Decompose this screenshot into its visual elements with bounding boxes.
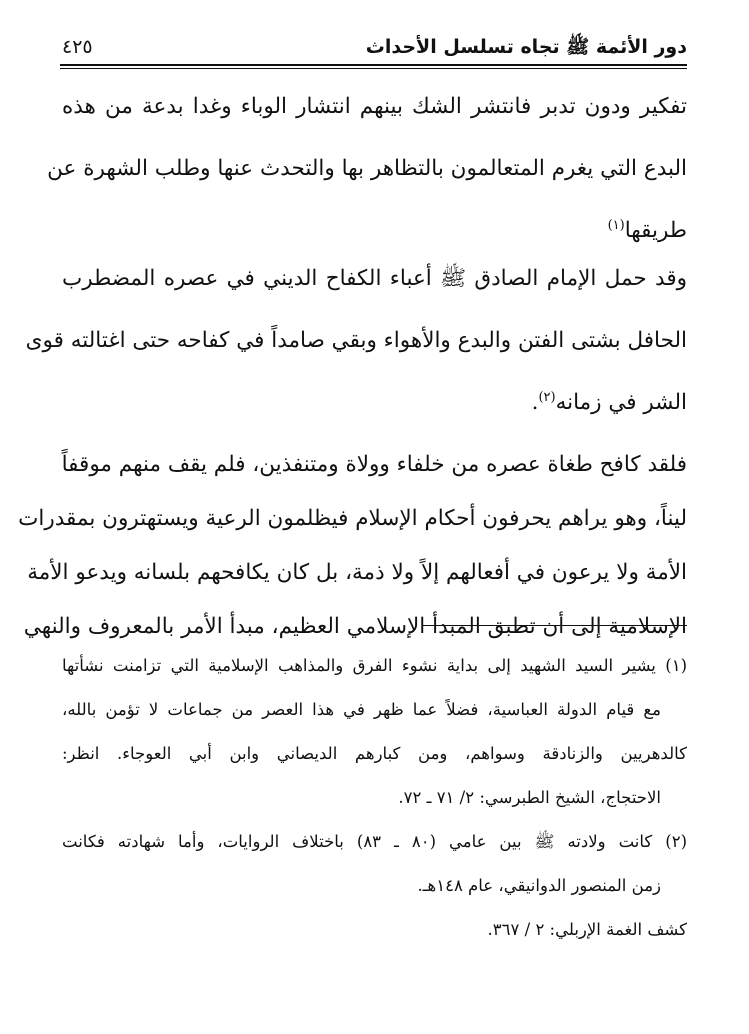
text-line — [62, 216, 687, 246]
running-header — [62, 28, 687, 62]
sentence-end: . — [531, 390, 539, 415]
text-line: الأمة ولا يرعون في أفعالهم إلاً ولا ذمة، بل كان يكافحهم بلسانه ويدعو الأمة — [27, 560, 687, 585]
text-line-content: طريقها — [624, 218, 687, 243]
page-number: ٤٢٥ — [62, 36, 93, 58]
footnote-line: زمن المنصور الدوانيقي، عام ١٤٨هـ. — [417, 876, 661, 895]
paragraph-start: وقد حمل الإمام الصادق ﷺ أعباء الكفاح الديني في عصره المضطرب — [62, 266, 687, 291]
text-line: البدع التي يغرم المتعالمون بالتظاهر بها والتحدث عنها وطلب الشهرة عن — [47, 156, 687, 181]
text-line: تفكير ودون تدبر فانتشر الشك بينهم انتشار الوباء وغدا بدعة من هذه — [62, 94, 687, 119]
footnote-ref-1: (١) — [607, 217, 625, 233]
footnote-line: كشف الغمة الإربلي: ٢ / ٣٦٧. — [487, 920, 687, 939]
main-text — [18, 92, 687, 674]
footnotes — [62, 654, 687, 962]
header-rule-thin — [60, 68, 687, 69]
header-rule — [60, 64, 687, 66]
footnote-1: (١) يشير السيد الشهيد إلى بداية نشوء الفرق والمذاهب الإسلامية التي تزامنت نشأتها — [62, 656, 687, 675]
footnote-ref-2: (٢) — [538, 389, 556, 405]
footnote-2: (٢) كانت ولادته ﷺ بين عامي (٨٠ ـ ٨٣) باختلاف الروايات، وأما شهادته فكانت — [62, 832, 688, 851]
text-line — [62, 388, 687, 418]
footnote-divider — [423, 625, 687, 626]
footnote-line: مع قيام الدولة العباسية، فضلاً عما ظهر في هذا العصر من جماعات لا تؤمن بالله، — [62, 700, 661, 719]
footnote-line: كالدهريين والزنادقة وسواهم، ومن كبارهم الديصاني وابن أبي العوجاء. انظر: — [62, 744, 687, 763]
text-line-content: الشر في زمانه — [555, 390, 687, 415]
running-title: دور الأئمة ﷺ تجاه تسلسل الأحداث — [365, 36, 687, 58]
text-line: الإسلامية إلى أن تطبق المبدأ الإسلامي العظيم، مبدأ الأمر بالمعروف والنهي — [23, 614, 687, 639]
text-line: ليناً، وهو يراهم يحرفون أحكام الإسلام فيظلمون الرعية ويستهترون بمقدرات — [18, 506, 687, 531]
footnote-line: الاحتجاج، الشيخ الطبرسي: ٢/ ٧١ ـ ٧٢. — [398, 788, 661, 807]
text-line: الحافل بشتى الفتن والبدع والأهواء وبقي صامداً في كفاحه حتى اغتالته قوى — [25, 328, 687, 353]
paragraph-start: فلقد كافح طغاة عصره من خلفاء وولاة ومتنفذين، فلم يقف منهم موقفاً — [61, 452, 687, 477]
